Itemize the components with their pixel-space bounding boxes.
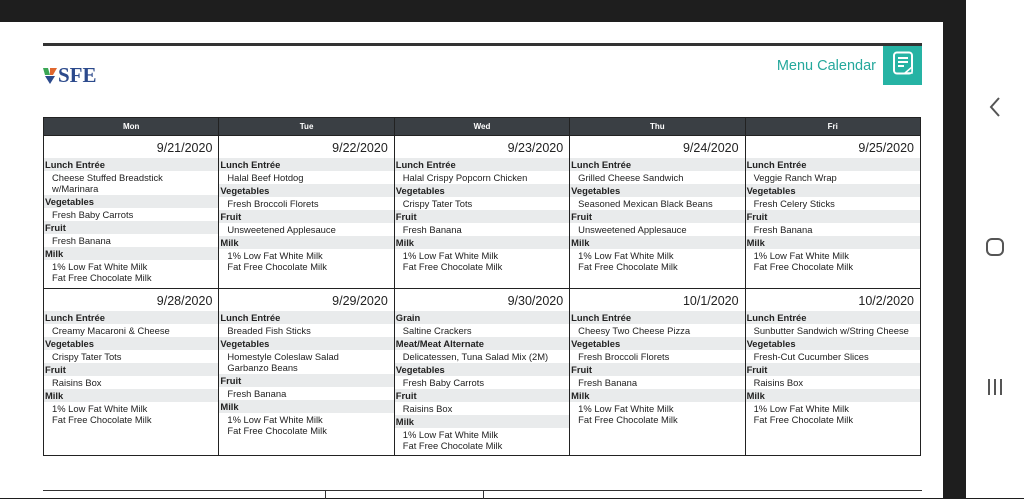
recents-button[interactable]: [983, 377, 1007, 401]
menu-category: Lunch Entrée: [219, 158, 393, 171]
menu-items: [395, 428, 569, 452]
menu-items: [570, 376, 744, 389]
menu-items: [395, 197, 569, 210]
menu-item: Halal Beef Hotdog: [227, 172, 304, 183]
day-date: 9/22/2020: [332, 141, 388, 155]
menu-item: Breaded Fish Sticks: [227, 325, 311, 336]
menu-items: [395, 249, 569, 273]
menu-items: [219, 197, 393, 210]
menu-item: Veggie Ranch Wrap: [753, 172, 837, 183]
recents-icon: [985, 377, 1005, 402]
day-date: 9/29/2020: [332, 294, 388, 308]
menu-item: Sunbutter Sandwich w/String Cheese: [753, 325, 909, 336]
menu-items: [746, 197, 920, 210]
menu-category: Lunch Entrée: [44, 158, 218, 171]
menu-category: Vegetables: [219, 184, 393, 197]
day-header: Fri: [745, 118, 920, 136]
menu-category: Fruit: [746, 210, 920, 223]
sfe-logo: [43, 64, 97, 86]
menu-item: 1% Low Fat White Milk: [753, 250, 849, 261]
menu-item: 1% Low Fat White Milk: [402, 429, 499, 440]
menu-category: Fruit: [395, 389, 569, 402]
menu-category: Milk: [746, 389, 920, 402]
menu-item: Crispy Tater Tots: [52, 351, 122, 362]
menu-items: [395, 324, 569, 337]
day-header: Tue: [219, 118, 394, 136]
menu-category: Lunch Entrée: [395, 158, 569, 171]
menu-category: Fruit: [219, 374, 393, 387]
menu-item: 1% Low Fat White Milk: [578, 403, 674, 414]
menu-items: [44, 171, 218, 195]
menu-items: [219, 249, 393, 273]
menu-items: [44, 350, 218, 363]
menu-items: [746, 171, 920, 184]
home-icon: [984, 236, 1006, 263]
menu-items: [219, 413, 393, 437]
menu-item: Fat Free Chocolate Milk: [402, 440, 503, 451]
menu-item: Fat Free Chocolate Milk: [52, 272, 152, 283]
menu-items: [44, 260, 218, 284]
android-nav-bar: [966, 0, 1024, 498]
menu-items: [395, 402, 569, 415]
menu-category: Lunch Entrée: [570, 158, 744, 171]
menu-item: 1% Low Fat White Milk: [52, 261, 148, 272]
menu-item: Cheesy Two Cheese Pizza: [578, 325, 691, 336]
menu-category: Vegetables: [746, 184, 920, 197]
menu-item: Fresh Banana: [402, 224, 462, 235]
menu-items: [395, 223, 569, 236]
day-cell: [570, 136, 745, 289]
menu-category: Lunch Entrée: [746, 311, 920, 324]
menu-item: Garbanzo Beans: [227, 362, 298, 373]
menu-items: [570, 402, 744, 426]
menu-items: [570, 350, 744, 363]
menu-category: Milk: [44, 389, 218, 402]
day-cell: [570, 289, 745, 456]
day-cell: [219, 136, 394, 289]
menu-item: Fresh Banana: [52, 235, 111, 246]
menu-items: [570, 171, 744, 184]
menu-item: Unsweetened Applesauce: [227, 224, 336, 235]
day-cell: [394, 136, 569, 289]
menu-items: [746, 223, 920, 236]
menu-category: Milk: [395, 415, 569, 428]
back-icon: [988, 96, 1002, 123]
menu-category: Milk: [570, 236, 744, 249]
menu-items: [219, 324, 393, 337]
menu-category: Fruit: [570, 363, 744, 376]
menu-item: Raisins Box: [402, 403, 453, 414]
day-date: 10/2/2020: [858, 294, 914, 308]
menu-item: 1% Low Fat White Milk: [578, 250, 674, 261]
day-date: 9/25/2020: [858, 141, 914, 155]
day-date: 9/21/2020: [156, 141, 213, 155]
menu-item: Delicatessen, Tuna Salad Mix (2M): [402, 351, 549, 362]
menu-items: [570, 249, 744, 273]
menu-item: Fresh-Cut Cucumber Slices: [753, 351, 869, 362]
day-cell: [745, 136, 920, 289]
menu-items: [746, 249, 920, 273]
menu-item: 1% Low Fat White Milk: [52, 403, 148, 414]
menu-items: [44, 234, 218, 247]
sfe-logo-icon: [43, 66, 57, 84]
day-cell: [394, 289, 569, 456]
menu-items: [395, 171, 569, 184]
menu-item: Raisins Box: [753, 377, 804, 388]
menu-item: 1% Low Fat White Milk: [402, 250, 499, 261]
menu-category: Fruit: [44, 363, 218, 376]
menu-item: Fresh Celery Sticks: [753, 198, 835, 209]
menu-items: [570, 197, 744, 210]
menu-item: Fresh Banana: [227, 388, 287, 399]
menu-items: [746, 324, 920, 337]
menu-item: Seasoned Mexican Black Beans: [578, 198, 713, 209]
day-date: 10/1/2020: [682, 294, 739, 308]
menu-category: Milk: [570, 389, 744, 402]
day-header: Wed: [394, 118, 569, 136]
menu-item: Fresh Banana: [753, 224, 813, 235]
menu-item: Fresh Baby Carrots: [402, 377, 485, 388]
menu-category: Grain: [395, 311, 569, 324]
menu-item: 1% Low Fat White Milk: [227, 250, 323, 261]
menu-category: Vegetables: [395, 184, 569, 197]
menu-category: Vegetables: [219, 337, 393, 350]
menu-category: Vegetables: [44, 337, 218, 350]
menu-category: Lunch Entrée: [570, 311, 744, 324]
day-cell: [219, 289, 394, 456]
menu-items: [44, 208, 218, 221]
menu-category: Milk: [219, 236, 393, 249]
menu-category: Milk: [44, 247, 218, 260]
logo-text: SFE: [58, 63, 97, 87]
menu-items: [395, 376, 569, 389]
day-date: 9/30/2020: [507, 294, 564, 308]
menu-items: [219, 223, 393, 236]
menu-category: Fruit: [44, 221, 218, 234]
day-cell: [44, 136, 219, 289]
header-rule: [43, 43, 922, 46]
day-header-row: [44, 118, 921, 136]
menu-category: Meat/Meat Alternate: [395, 337, 569, 350]
back-button[interactable]: [983, 97, 1007, 121]
menu-category: Milk: [395, 236, 569, 249]
menu-item: Fresh Banana: [578, 377, 638, 388]
menu-item: Fat Free Chocolate Milk: [227, 425, 327, 436]
menu-item: Fat Free Chocolate Milk: [227, 261, 327, 272]
menu-category: Milk: [219, 400, 393, 413]
day-header: Mon: [44, 118, 219, 136]
menu-items: [44, 402, 218, 426]
calendar-document-icon: [892, 51, 914, 80]
day-cell: [44, 289, 219, 456]
menu-items: [219, 171, 393, 184]
menu-item: Fat Free Chocolate Milk: [52, 414, 152, 425]
menu-item: Fat Free Chocolate Milk: [753, 414, 854, 425]
menu-category: Fruit: [746, 363, 920, 376]
menu-category: Lunch Entrée: [746, 158, 920, 171]
menu-item: Fat Free Chocolate Milk: [578, 414, 678, 425]
menu-items: [570, 223, 744, 236]
menu-item: Fresh Broccoli Florets: [227, 198, 319, 209]
day-header: Thu: [570, 118, 745, 136]
top-edge: [0, 0, 943, 22]
menu-items: [395, 350, 569, 363]
menu-item: Unsweetened Applesauce: [578, 224, 687, 235]
menu-item: Crispy Tater Tots: [402, 198, 473, 209]
menu-items: [746, 402, 920, 426]
menu-item: Fat Free Chocolate Milk: [402, 261, 503, 272]
menu-item: Creamy Macaroni & Cheese: [52, 325, 170, 336]
menu-items: [219, 387, 393, 400]
menu-item: Grilled Cheese Sandwich: [578, 172, 684, 183]
menu-items: [570, 324, 744, 337]
menu-item: Fresh Baby Carrots: [52, 209, 134, 220]
week-row: [44, 289, 921, 456]
menu-category: Lunch Entrée: [44, 311, 218, 324]
day-date: 9/24/2020: [682, 141, 739, 155]
day-date: 9/23/2020: [507, 141, 564, 155]
menu-item: Raisins Box: [52, 377, 102, 388]
menu-category: Vegetables: [44, 195, 218, 208]
menu-items: [44, 376, 218, 389]
menu-item: Fat Free Chocolate Milk: [578, 261, 678, 272]
menu-items: [746, 350, 920, 363]
menu-category: Vegetables: [570, 337, 744, 350]
menu-calendar-label[interactable]: Menu Calendar: [776, 58, 876, 74]
home-button[interactable]: [983, 237, 1007, 261]
menu-category: Lunch Entrée: [219, 311, 393, 324]
menu-item: 1% Low Fat White Milk: [753, 403, 849, 414]
day-date: 9/28/2020: [156, 294, 213, 308]
menu-item: Fat Free Chocolate Milk: [753, 261, 854, 272]
menu-calendar-button[interactable]: [883, 46, 922, 85]
menu-category: Fruit: [570, 210, 744, 223]
menu-category: Vegetables: [570, 184, 744, 197]
menu-item: Halal Crispy Popcorn Chicken: [402, 172, 528, 183]
week-row: [44, 136, 921, 289]
menu-items: [746, 376, 920, 389]
menu-item: Cheese Stuffed Breadstick w/Marinara: [52, 172, 163, 194]
menu-category: Vegetables: [746, 337, 920, 350]
menu-item: Saltine Crackers: [402, 325, 472, 336]
menu-items: [219, 350, 393, 374]
menu-calendar-table: [43, 117, 921, 456]
menu-item: Homestyle Coleslaw Salad: [227, 351, 339, 362]
day-cell: [745, 289, 920, 456]
menu-category: Fruit: [219, 210, 393, 223]
menu-category: Vegetables: [395, 363, 569, 376]
menu-category: Fruit: [395, 210, 569, 223]
menu-category: Milk: [746, 236, 920, 249]
menu-item: Fresh Broccoli Florets: [578, 351, 670, 362]
menu-item: 1% Low Fat White Milk: [227, 414, 323, 425]
menu-items: [44, 324, 218, 337]
